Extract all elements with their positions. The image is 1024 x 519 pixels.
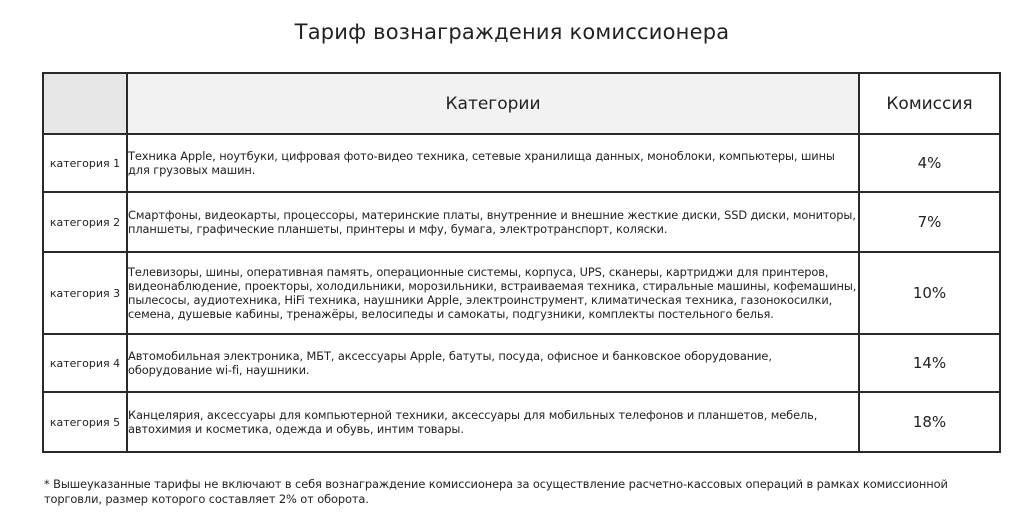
footnote: * Вышеуказанные тарифы не включают в себя вознаграждение комиссионера за осуществление расчетно-кассовых операций в рамках комиссионной торговли, размер которого составляет 2% от оборота. [44,477,948,506]
table-row [43,392,1000,452]
category-name: категория 1 [43,134,127,192]
category-name: категория 2 [43,192,127,252]
table-row [43,334,1000,392]
table-row [43,134,1000,192]
table-corner-cell [43,73,127,134]
category-name: категория 5 [43,392,127,452]
category-description: Автомобильная электроника, МБТ, аксессуары Apple, батуты, посуда, офисное и банковское оборудование, оборудование wi-fi, наушники. [127,334,859,392]
category-rate: 7% [859,192,1000,252]
category-name: категория 3 [43,252,127,334]
category-rate: 14% [859,334,1000,392]
category-rate: 10% [859,252,1000,334]
category-description: Канцелярия, аксессуары для компьютерной техники, аксессуары для мобильных телефонов и планшетов, мебель, автохимия и косметика, одежда и обувь, интим товары. [127,392,859,452]
table-row [43,192,1000,252]
category-name: категория 4 [43,334,127,392]
page-title: Тариф вознаграждения комиссионера [294,20,730,44]
category-description: Телевизоры, шины, оперативная память, операционные системы, корпуса, UPS, сканеры, картриджи для принтеров, видеонаблюдение, проекторы, холодильники, морозильники, встраиваемая техника, стиральные машины, кофемашины, пылесосы, аудиотехника, HiFi техника, наушники Apple, электроинструмент, климатическая техника, газонокосилки, семена, душевые кабины, тренажёры, велосипеды и самокаты, подгузники, комплекты постельного белья. [127,252,859,334]
table-header-row [43,73,1000,134]
category-description: Техника Apple, ноутбуки, цифровая фото-видео техника, сетевые хранилища данных, моноблоки, компьютеры, шины для грузовых машин. [127,134,859,192]
header-commission: Комиссия [859,73,1000,134]
category-description: Смартфоны, видеокарты, процессоры, материнские платы, внутренние и внешние жесткие диски, SSD диски, мониторы, планшеты, графические планшеты, принтеры и мфу, бумага, электротранспорт, коляски. [127,192,859,252]
tariff-table [42,72,1001,453]
category-rate: 18% [859,392,1000,452]
category-rate: 4% [859,134,1000,192]
table-row [43,252,1000,334]
header-categories: Категории [127,73,859,134]
